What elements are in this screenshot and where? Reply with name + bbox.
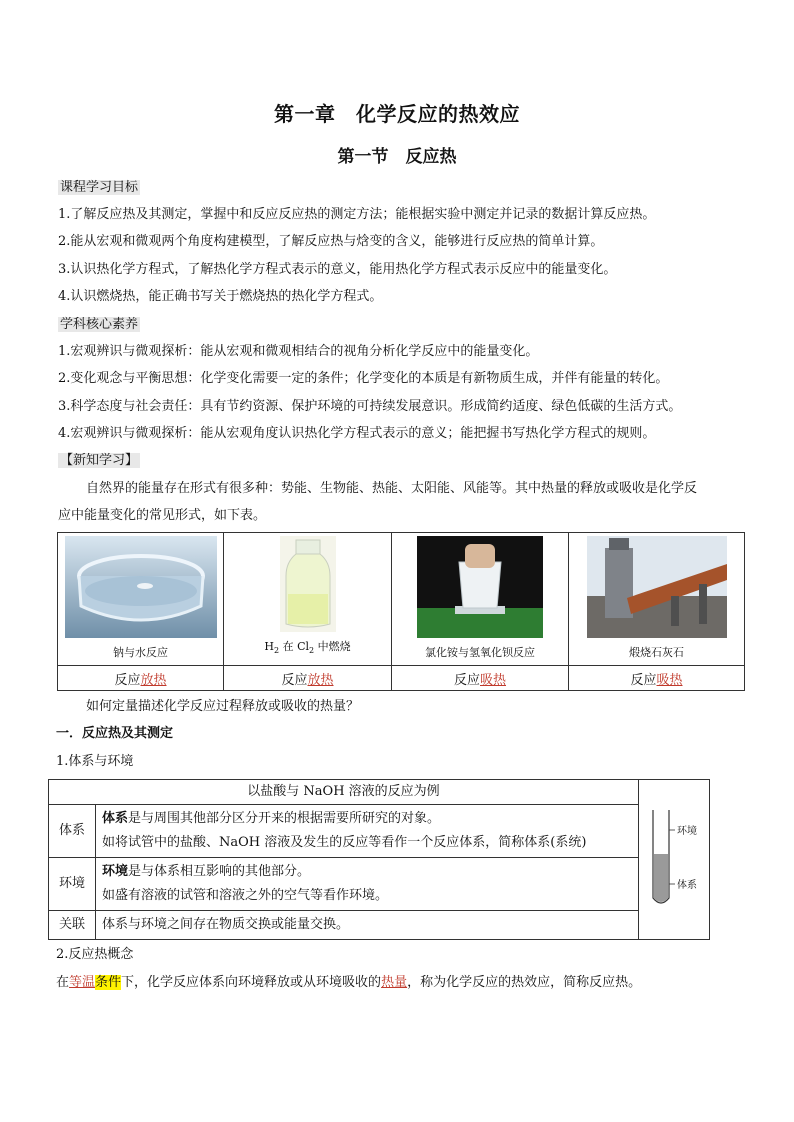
relation-definition: 体系与环境之间存在物质交换或能量交换。: [96, 911, 639, 940]
ammonium-chloride-photo: [417, 536, 543, 638]
goal-item: 4.认识燃烧热，能正确书写关于燃烧热的热化学方程式。: [58, 289, 383, 304]
endothermic-label: 吸热: [656, 672, 683, 688]
intro-paragraph-line2: 应中能量变化的常见形式，如下表。: [58, 508, 267, 523]
figure-label-system: 体系: [677, 880, 697, 891]
hydrogen-chlorine-photo: [280, 536, 336, 632]
system-environment-table: [48, 779, 710, 940]
chapter-title: 第一章 化学反应的热效应: [274, 102, 520, 126]
keyword-heat: 热量: [381, 975, 408, 990]
reaction-caption: 氯化铵与氢氧化钡反应: [425, 646, 535, 659]
intro-paragraph-line1: 自然界的能量存在形式有很多种：势能、生物能、热能、太阳能、风能等。其中热量的释放或吸收是化学反: [86, 481, 698, 496]
exothermic-label: 放热: [140, 672, 167, 688]
reaction-result: 反应放热: [224, 666, 392, 691]
sodium-water-photo: [65, 536, 217, 638]
subsection-reaction-heat: 2.反应热概念: [56, 947, 134, 962]
reaction-result: 反应吸热: [569, 666, 745, 691]
reaction-cell: [392, 533, 569, 666]
row-label-relation: 关联: [49, 911, 96, 940]
test-tube-icon: [639, 780, 709, 930]
literacy-item: 3.科学态度与社会责任：具有节约资源、保护环境的可持续发展意识。形成简约适度、绿色低碳的生活方式。: [58, 399, 682, 414]
goal-item: 1.了解反应热及其测定，掌握中和反应反应热的测定方法；能根据实验中测定并记录的数据计算反应热。: [58, 207, 656, 222]
table-header: 以盐酸与 NaOH 溶液的反应为例: [49, 780, 639, 805]
reaction-cell: [58, 533, 224, 666]
endothermic-label: 吸热: [480, 672, 507, 688]
reaction-caption: 煅烧石灰石: [629, 646, 684, 659]
reaction-picture-table: [57, 532, 745, 691]
system-definition: 体系是与周围其他部分区分开来的根据需要所研究的对象。 如将试管中的盐酸、NaOH 溶液及发生的反应等看作一个反应体系，简称体系(系统): [96, 805, 639, 858]
literacy-item: 4.宏观辨识与微观探析：能从宏观角度认识热化学方程式表示的意义；能把握书写热化学方程式的规则。: [58, 426, 656, 441]
exothermic-label: 放热: [307, 672, 334, 688]
goal-item: 2.能从宏观和微观两个角度构建模型，了解反应热与焓变的含义，能够进行反应热的简单计算。: [58, 234, 604, 249]
literacy-heading: 学科核心素养: [60, 317, 139, 332]
literacy-item: 2.变化观念与平衡思想：化学变化需要一定的条件；化学变化的本质是有新物质生成，并伴有能量的转化。: [58, 371, 669, 386]
reaction-result: 反应吸热: [392, 666, 569, 691]
keyword-condition: 条件: [95, 975, 122, 990]
reaction-cell: [569, 533, 745, 666]
reaction-caption: $H_2$ 在 $Cl_2$ 中燃烧: [264, 640, 351, 656]
new-knowledge-label: 【新知学习】: [60, 453, 139, 468]
reaction-heat-definition: 在等温条件下，化学反应体系向环境释放或从环境吸收的热量，称为化学反应的热效应，简称反应热。: [56, 975, 642, 990]
reaction-result: 反应放热: [58, 666, 224, 691]
goal-item: 3.认识热化学方程式，了解热化学方程式表示的意义，能用热化学方程式表示反应中的能量变化。: [58, 262, 617, 277]
subsection-system-environment: 1.体系与环境: [56, 754, 134, 769]
section1-heading: 一．反应热及其测定: [56, 726, 174, 741]
section-title: 第一节 反应热: [337, 147, 457, 167]
goals-heading: 课程学习目标: [60, 180, 139, 195]
row-label-environment: 环境: [49, 858, 96, 911]
environment-definition: 环境是与体系相互影响的其他部分。 如盛有溶液的试管和溶液之外的空气等看作环境。: [96, 858, 639, 911]
guiding-question: 如何定量描述化学反应过程释放或吸收的热量？: [86, 699, 360, 714]
test-tube-figure: [639, 780, 710, 940]
literacy-item: 1.宏观辨识与微观探析：能从宏观和微观相结合的视角分析化学反应中的能量变化。: [58, 344, 539, 359]
reaction-caption: 钠与水反应: [113, 646, 168, 659]
reaction-cell: [224, 533, 392, 666]
keyword-isothermal: 等温: [69, 975, 96, 990]
figure-label-environment: 环境: [677, 826, 697, 837]
row-label-system: 体系: [49, 805, 96, 858]
limestone-kiln-photo: [587, 536, 727, 638]
